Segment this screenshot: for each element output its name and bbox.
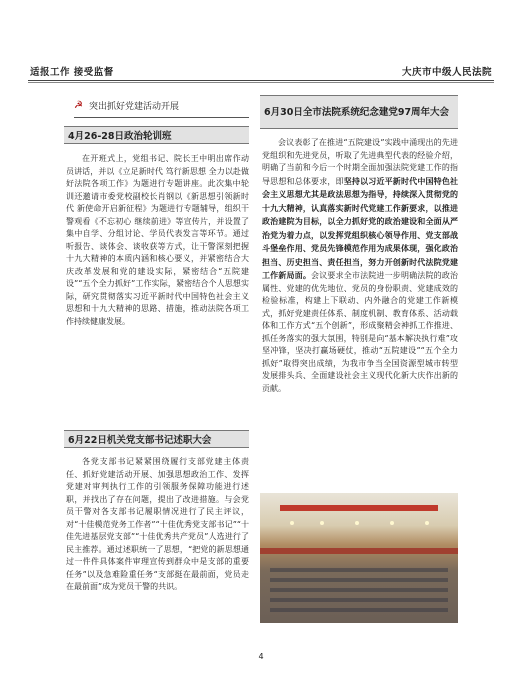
section-underline (74, 117, 249, 118)
right-heading: 6月30日全市法院系统纪念建党97周年大会 (264, 106, 450, 118)
header-court-name: 大庆市中级人民法院 (401, 67, 492, 78)
right-heading-bar (260, 95, 458, 129)
photo-audience-row (270, 608, 448, 612)
block2-heading-bar (64, 430, 249, 448)
section-header (74, 95, 249, 115)
header-divider-thin (28, 82, 494, 83)
block1-heading: 4月26-28日政治轮训班 (68, 131, 172, 142)
page-number: 4 (258, 652, 264, 661)
block1-heading-bar (64, 126, 249, 144)
party-emblem-icon: ☭ (74, 99, 83, 111)
section-title: 突出抓好党建活动开展 (88, 101, 179, 112)
header-slogan: 适报工作 接受监督 (30, 67, 114, 78)
meeting-photo (260, 493, 458, 623)
photo-light (425, 521, 429, 525)
photo-light (320, 521, 324, 525)
right-body-part1: 会议表彰了在推进“五院建设”实践中涌现出的先进党组织和先进党员，听取了先进典型代表的经验介绍，明确了当前和今后一个时期全面加强法院党建工作的指导思想和总体要求，即 (262, 138, 458, 186)
right-body-bold: 坚持以习近平新时代中国特色社会主义思想尤其是政法思想为指导，持续深入贯彻党的十九大精神，认真落实新时代党建工作新要求，以推进政治建院为目标，以全力抓好党的政治建设和全面从严治党为着力点，以发挥党组织核心领导作用、党支部战斗堡垒作用、党员先锋模范作用为成果体现，强化政治担当、历史担当、责任担当，努力开创新时代法院党建工作新局面。 (262, 175, 459, 280)
right-body (262, 137, 458, 395)
photo-light (355, 521, 359, 525)
photo-banner (280, 505, 438, 511)
photo-audience-row (270, 568, 448, 572)
photo-light (390, 521, 394, 525)
block1-body: 在开班式上，党组书记、院长王中明出席作动员讲话，并以《立足新时代 笃行新思想 全力以赴做好法院各项工作》为题进行专题讲座。此次集中轮训还邀请市委党校副校长肖钢以《新思想引领新时代 新使命开启新征程》为题进行专题辅导，组织干警观看《不忘初心 继续前进》等宣传片，并设置了集中自学、分组讨论、学员代表发言等环节。通过听报告、谈体会、谈收获等方式，让干警深刻把握十九大精神的本质内涵和核心要义，并紧密结合大庆改革发展和党的建设实际，紧密结合“五院建设”“五个全力抓好”工作实际，紧密结合个人思想实际，研究贯彻落实习近平新时代中国特色社会主义思想和十九大精神的思路、措施，推动法院各项工作持续健康发展。 (66, 154, 249, 326)
photo-audience-row (270, 578, 448, 582)
block2-heading: 6月22日机关党支部书记述职大会 (68, 435, 212, 446)
right-body-part2: 会议要求全市法院进一步明确法院的政治属性、党建的优先地位、党员的身份职责、党建成效的检验标准，构建上下联动、内外融合的党建工作新模式，抓好党建责任体系、制度机制、教育体系、活动载体和工作方式“五个创新”，形成聚精会神抓工作推进、抓任务落实的强大氛围，特别是向“基本解决执行难”攻坚冲锋，坚决打赢场硬仗，推动“五院建设”“五个全力抓好”取得突出成绩，为我市争当全国资源型城市转型发展排头兵、全面建设社会主义现代化新大庆作出新的贡献。 (262, 271, 459, 393)
photo-audience-row (270, 598, 448, 602)
block2-body: 各党支部书记紧紧围绕履行支部党建主体责任、抓好党建活动开展、加强思想政治工作、发挥党建对审判执行工作的引领服务保障功能进行述职，并找出了存在问题，提出了改进措施。与会党员干警对各支部书记履职情况进行了民主评议，对“十佳模范党务工作者”“十佳优秀党支部书记”“十佳先进基层党支部”“十佳优秀共产党员”人选进行了民主推荐。通过述职统一了思想，“把党的新思想通过一件件具体案件审理宣传到群众中是支部的重要任务”以及急难险重任务“支部挺在最前面，党员走在最前面”成为党员干警的共识。 (66, 457, 249, 591)
photo-audience-row (270, 588, 448, 592)
photo-light (290, 521, 294, 525)
header-divider (28, 80, 494, 81)
photo-stage (260, 548, 458, 554)
